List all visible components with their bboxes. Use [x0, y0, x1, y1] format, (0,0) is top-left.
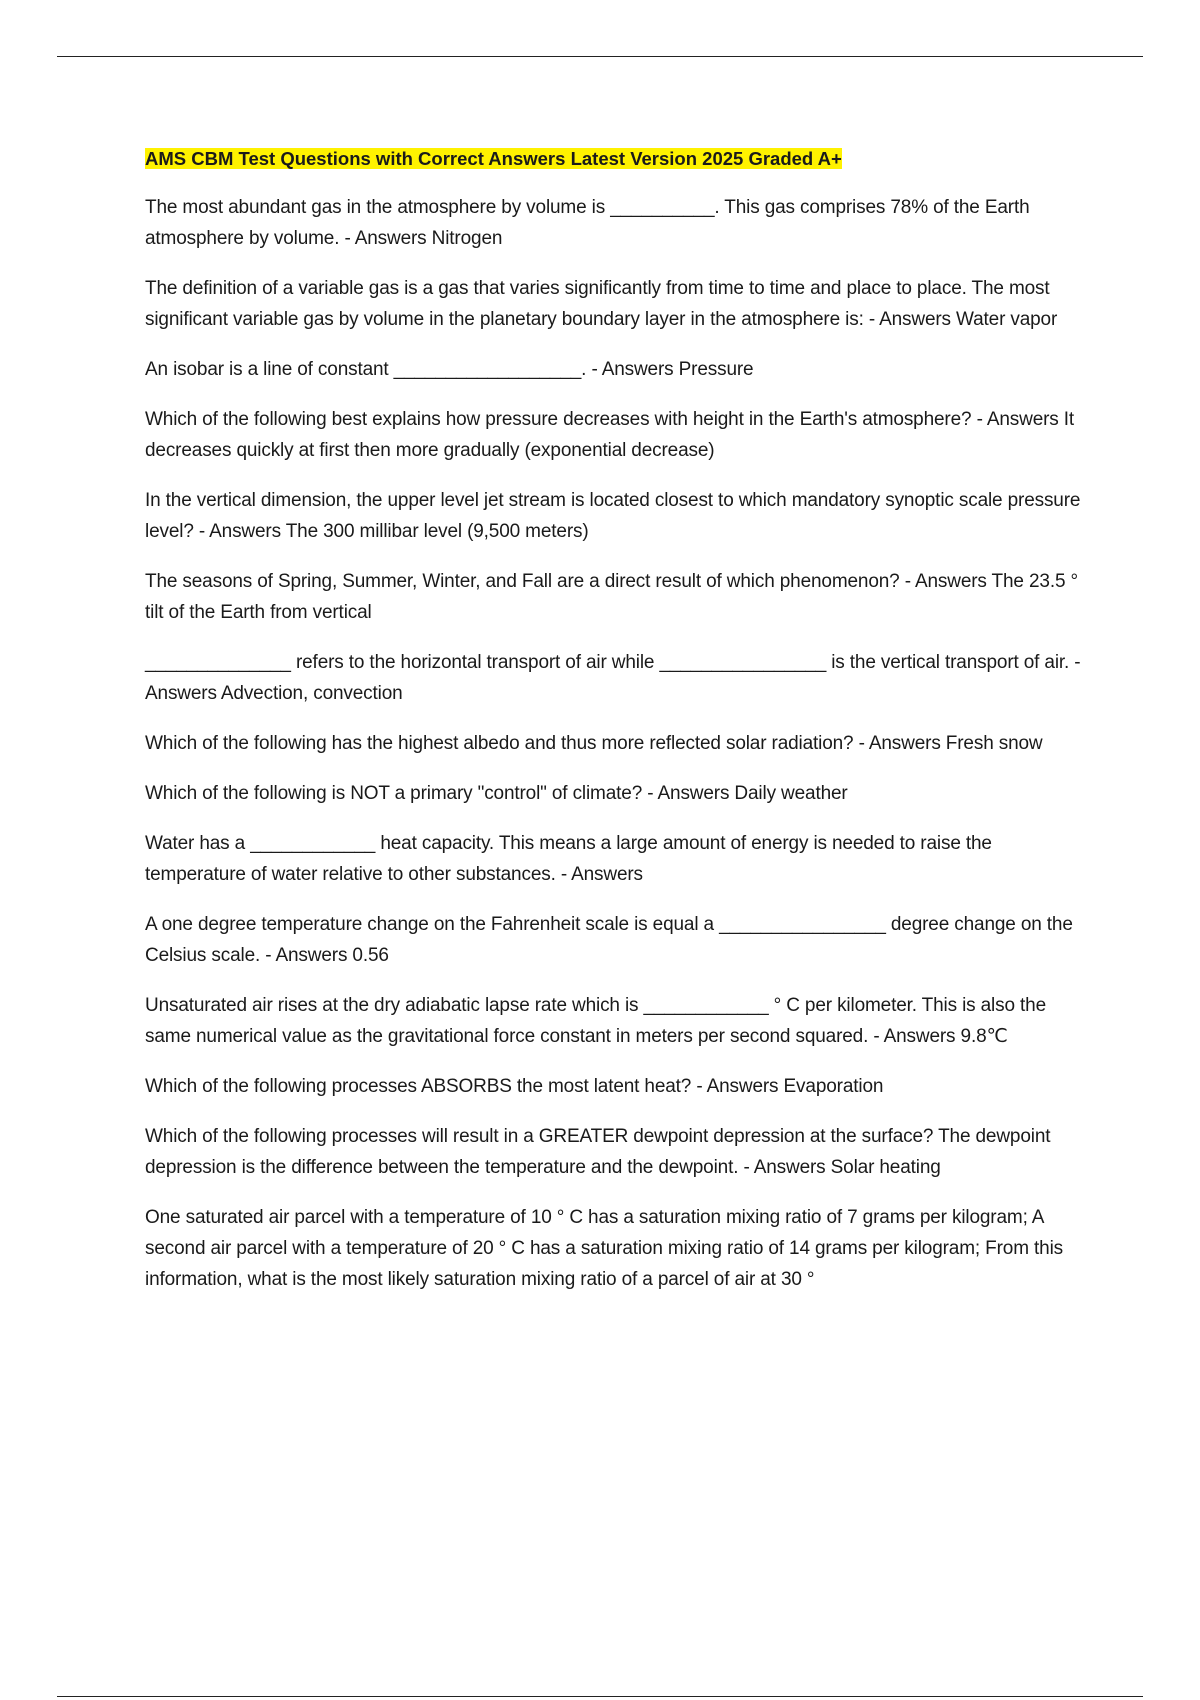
qa-item-9: Which of the following is NOT a primary "control" of climate? - Answers Daily weather	[145, 783, 848, 804]
qa-item-4: Which of the following best explains how pressure decreases with height in the Earth's atmosphere? - Answers It decreases quickly at first then more gradually (exponential decrease)	[145, 409, 1075, 461]
qa-item-5: In the vertical dimension, the upper level jet stream is located closest to which mandatory synoptic scale pressure level? - Answers The 300 millibar level (9,500 meters)	[145, 490, 1081, 542]
qa-item-11: A one degree temperature change on the Fahrenheit scale is equal a ________________ degree change on the Celsius scale. - Answers 0.56	[145, 914, 1073, 966]
qa-item-10: Water has a ____________ heat capacity. This means a large amount of energy is needed to raise the temperature of water relative to other substances. - Answers	[145, 833, 992, 885]
qa-item-8: Which of the following has the highest albedo and thus more reflected solar radiation? - Answers Fresh snow	[145, 733, 1043, 754]
qa-item-13: Which of the following processes ABSORBS the most latent heat? - Answers Evaporation	[145, 1076, 884, 1097]
qa-item-14: Which of the following processes will result in a GREATER dewpoint depression at the surface? The dewpoint depression is the difference between the temperature and the dewpoint. - Answers Solar heating	[145, 1126, 1051, 1178]
qa-item-3: An isobar is a line of constant __________________. - Answers Pressure	[145, 359, 754, 380]
footer-rule	[57, 1696, 1143, 1697]
qa-item-7: ______________ refers to the horizontal transport of air while ________________ is the vertical transport of air. - Answers Advection, convection	[145, 652, 1081, 704]
header-rule	[57, 56, 1143, 57]
document-title	[145, 144, 1090, 176]
qa-item-1: The most abundant gas in the atmosphere by volume is __________. This gas comprises 78% of the Earth atmosphere by volume. - Answers Nitrogen	[145, 197, 1030, 249]
document-body	[145, 144, 1090, 1314]
qa-item-2: The definition of a variable gas is a gas that varies significantly from time to time and place to place. The most significant variable gas by volume in the planetary boundary layer in the atmosphere is: - Answers Water vapor	[145, 278, 1058, 330]
qa-item-15: One saturated air parcel with a temperature of 10 ° C has a saturation mixing ratio of 7 grams per kilogram; A second air parcel with a temperature of 20 ° C has a saturation mixing ratio of 14 grams per kilogram; From this information, what is the most likely saturation mixing ratio of a parcel of air at 30 °	[145, 1207, 1063, 1290]
document-title-text: AMS CBM Test Questions with Correct Answers Latest Version 2025 Graded A+	[145, 148, 842, 169]
qa-item-12: Unsaturated air rises at the dry adiabatic lapse rate which is ____________ ° C per kilometer. This is also the same numerical value as the gravitational force constant in meters per second squared. - Answers 9.8℃	[145, 995, 1046, 1047]
qa-item-6: The seasons of Spring, Summer, Winter, and Fall are a direct result of which phenomenon? - Answers The 23.5 ° tilt of the Earth from vertical	[145, 571, 1078, 623]
